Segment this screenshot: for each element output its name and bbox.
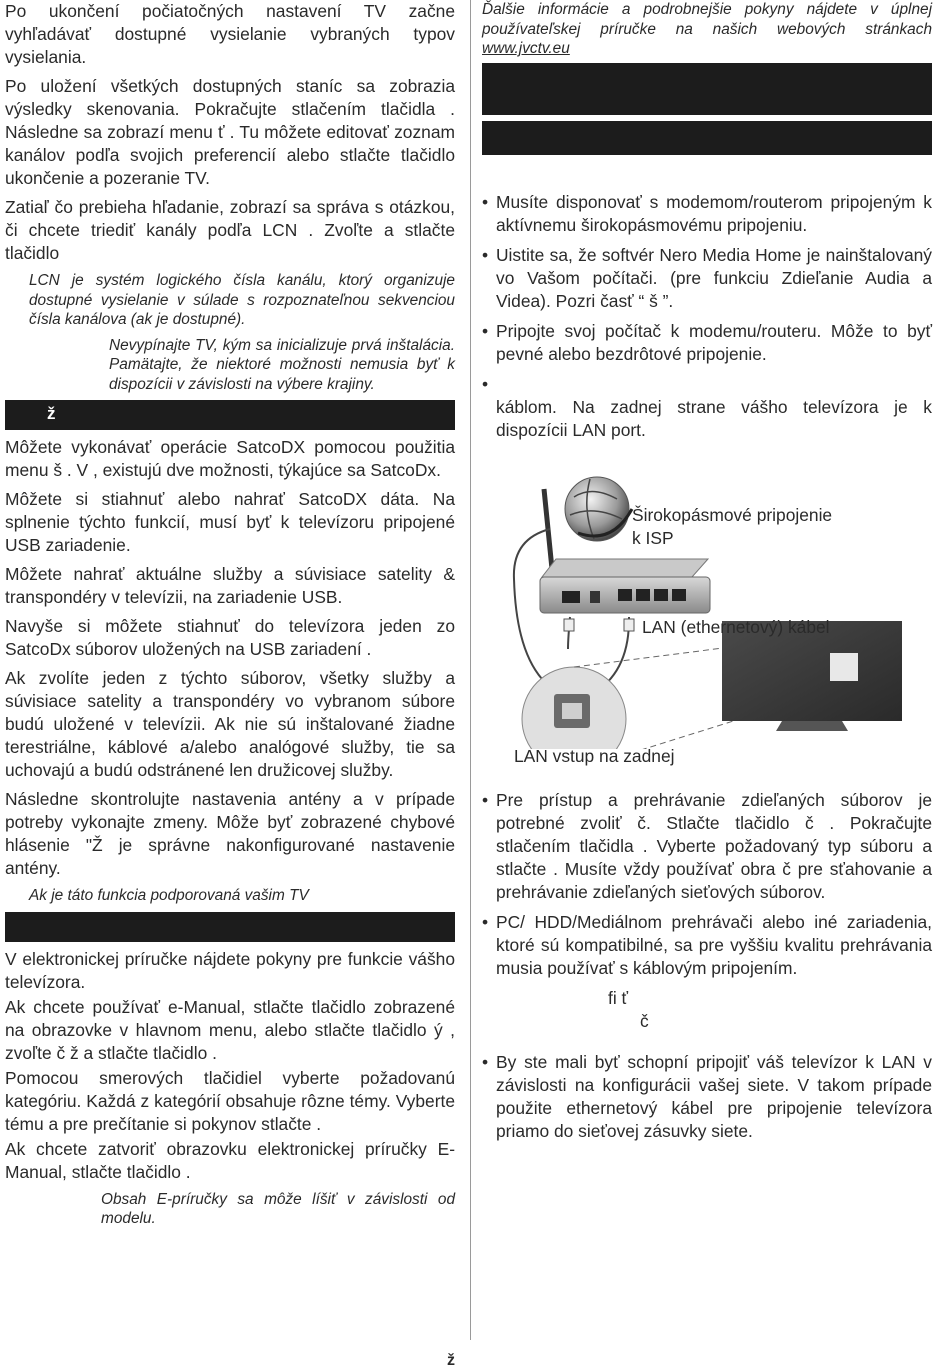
paragraph-satcodx-download: Navyše si môžete stiahnuť do televízora jeden zo SatcoDx súborov uložených na USB zariadení . (5, 616, 455, 659)
lan-list (482, 1051, 932, 1143)
list-item: • Pre prístup a prehrávanie zdieľaných súborov je potrebné zvoliť č. Stlačte tlačidlo č . Pokračujte stlačením tlačidla . Vyberte požadovaný typ súboru a stlačte . Musíte vždy používať obra č pre sťahovanie a prehrávanie zdieľaných sieťových súborov. (482, 789, 932, 904)
globe-icon (565, 477, 632, 541)
paragraph-emanual-close: Ak chcete zatvoriť obrazovku elektronickej príručky E-Manual, stlačte tlačidlo . (5, 1138, 455, 1182)
note-tv-support: Ak je táto funkcia podporovaná vašim TV (29, 887, 309, 904)
website-link[interactable]: www.jvctv.eu (482, 40, 570, 57)
section-bar-emanual (5, 912, 455, 942)
list-item: • Musíte disponovať s modemom/routerom pripojeným k aktívnemu širokopásmovému pripojeniu. (482, 191, 932, 237)
section-bar-wired (482, 121, 932, 155)
note-emanual-content: Obsah E-príručky sa môže líšiť v závislosti od modelu. (101, 1190, 455, 1227)
paragraph-satcodx-data: Môžete si stiahnuť alebo nahrať SatcoDX dáta. Na splnenie týchto funkcií, musí byť k televízoru pripojené USB zariadenie. (5, 489, 455, 555)
list-item: • káblom. Na zadnej strane vášho televízora je k dispozícii LAN port. (482, 373, 932, 442)
paragraph-emanual-navigate: Pomocou smerových tlačidiel vyberte požadovanú kategóriu. Každá z kategórií obsahuje rôzne témy. Vyberte tému a pre prečítanie si pokynov stlačte . (5, 1067, 455, 1134)
left-column (5, 0, 455, 1235)
isp-label-line2: k ISP (632, 527, 674, 548)
connection-illustration (482, 449, 932, 749)
sharing-list (482, 789, 932, 980)
right-column (482, 0, 932, 1150)
requirements-list (482, 191, 932, 442)
network-diagram (482, 449, 932, 766)
note-first-install: Nevypínajte TV, kým sa inicializuje prvá inštalácia. Pamätajte, že niektoré možnosti nemusia byť k dispozícii v závislosti na výbere krajiny. (109, 336, 455, 393)
column-divider (470, 0, 471, 1340)
list-item: • Pripojte svoj počítač k modemu/routeru. Môže to byť pevné alebo bezdrôtové pripojenie. (482, 320, 932, 366)
list-item: • By ste mali byť schopní pripojiť váš televízor k LAN v závislosti na konfigurácii vašej siete. V takom prípade použite ethernetový kábel pre pripojenie televízora priamo do sieťovej zásuvky siete. (482, 1051, 932, 1143)
page-number: ž (447, 1352, 455, 1369)
fragment-line1: fi ť (608, 987, 629, 1008)
section-bar-network (482, 63, 932, 115)
intro-more-info: Ďalšie informácie a podrobnejšie pokyny nájdete v úplnej používateľskej príručke na našich webových stránkach www.jvctv.eu (482, 1, 932, 57)
paragraph-satcodx-upload: Môžete nahrať aktuálne služby a súvisiace satelity & transpondéry v televízii, na zariadenie USB. (5, 564, 455, 607)
paragraph-satcodx-files: Ak zvolíte jeden z týchto súborov, všetky služby a súvisiace satelity a transpondéry vo vybranom súbore budú uložené v televízii. Ak nie sú inštalované žiadne terestriálne, káblové a/alebo analógové služby, tie sa uchovajú a budú odstránené len družicovej služby. (5, 668, 455, 780)
paragraph-antenna-check: Následne skontrolujte nastavenia antény a v prípade potreby vykonajte zmeny. Môže byť zobrazené chybové hlásenie "Ž je správne nakonfigurované nastavenie antény. (5, 789, 455, 878)
list-item: • PC/ HDD/Mediálnom prehrávači alebo iné zariadenia, ktoré sú kompatibilné, sa pre vyššiu kvalitu prehrávania musia používať s káblovým pripojením. (482, 911, 932, 980)
section-bar-satcodx: ž (5, 400, 455, 430)
paragraph-emanual-intro: V elektronickej príručke nájdete pokyny pre funkcie vášho televízora. (5, 948, 455, 992)
isp-label-line1: Širokopásmové pripojenie (632, 504, 833, 525)
paragraph-lcn-question: Zatiaľ čo prebieha hľadanie, zobrazí sa správa s otázkou, či chcete triediť kanály podľa LCN . Zvoľte a stlačte tlačidlo (5, 197, 455, 263)
note-lcn: LCN je systém logického čísla kanálu, ktorý organizuje dostupné vysielanie v súlade s rozpoznateľnou sekvenciou čísla kanálova (ak je dostupné). (29, 272, 455, 328)
list-item: • Uistite sa, že softvér Nero Media Home je nainštalovaný vo Vašom počítači. (pre funkciu Zdieľanie Audia a Videa). Pozri časť “ š ”. (482, 244, 932, 313)
paragraph-satcodx-menu: Môžete vykonávať operácie SatcoDX pomocou použitia menu š . V , existujú dve možnosti, týkajúce sa SatcoDx. (5, 437, 455, 480)
paragraph-install-start: Po ukončení počiatočných nastavení TV začne vyhľadávať dostupné vysielanie vybraných typov vysielania. (5, 1, 455, 67)
lan-input-label: LAN vstup na zadnej (514, 745, 675, 766)
fragment-line2: č (640, 1010, 649, 1031)
lan-cable-label: LAN (ethernetový) kábel (642, 616, 830, 637)
paragraph-scan-results: Po uložení všetkých dostupných staníc sa zobrazia výsledky skenovania. Pokračujte stlačením tlačidla . Následne sa zobrazí menu ť . Tu môžete editovať zoznam kanálov podľa svojich preferencií alebo stlačte tlačidlo ukončenie a pozeranie TV. (5, 76, 455, 188)
paragraph-emanual-open: Ak chcete používať e-Manual, stlačte tlačidlo zobrazené na obrazovke v hlavnom menu, alebo stlačte tlačidlo ý , zvoľte č ž a stlačte tlačidlo . (5, 996, 455, 1063)
